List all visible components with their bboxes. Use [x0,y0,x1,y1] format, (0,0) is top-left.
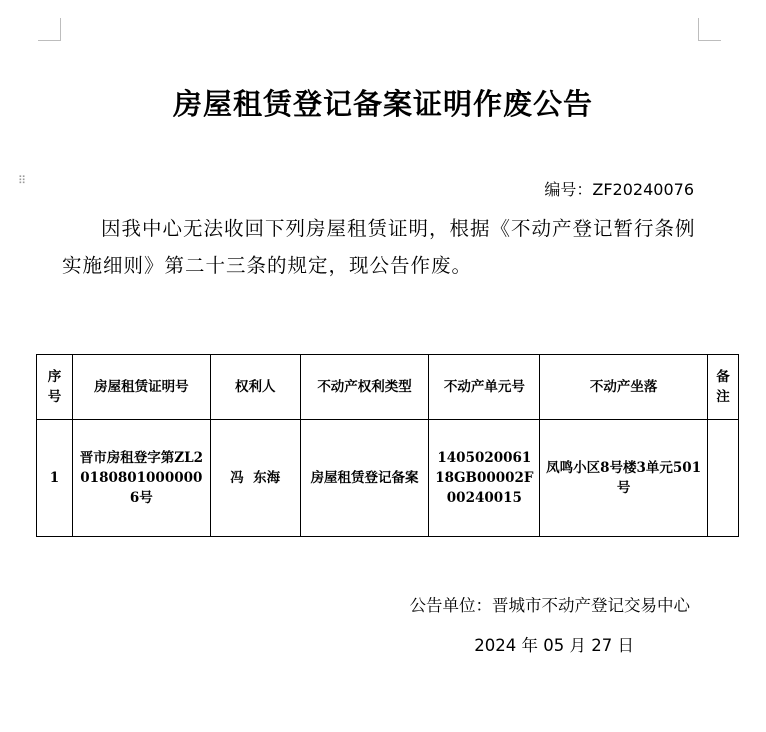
table-row [37,420,739,537]
document-title: 房屋租赁登记备案证明作废公告 [172,87,593,121]
header-location: 不动产坐落 [540,355,708,420]
cell-index: 1 [37,420,73,537]
cell-cert-no: 晋市房租登字第ZL201808010000006号 [72,420,210,537]
table-header-row [37,355,739,420]
page-corner-mark-top-left [38,18,61,41]
cell-owner: 冯 东海 [210,420,300,537]
serial-number: 编号：ZF20240076 [544,180,694,199]
header-owner: 权利人 [210,355,300,420]
record-table [36,354,739,537]
header-index: 序号 [37,355,73,420]
drag-handle-icon[interactable]: ⠿ [18,174,28,187]
body-paragraph: 因我中心无法收回下列房屋租赁证明，根据《不动产登记暂行条例实施细则》第二十三条的规定，现公告作废。 [62,217,696,277]
header-cert-no: 房屋租赁证明号 [72,355,210,420]
header-unit-no: 不动产单元号 [429,355,540,420]
cell-right-type: 房屋租赁登记备案 [300,420,429,537]
header-note: 备注 [707,355,738,420]
header-right-type: 不动产权利类型 [300,355,429,420]
page-corner-mark-top-right [698,18,721,41]
cell-note [707,420,738,537]
issue-date: 2024 年 05 月 27 日 [474,636,634,655]
issuer-line: 公告单位：晋城市不动产登记交易中心 [409,596,690,615]
cell-unit-no: 140502006118GB00002F00240015 [429,420,540,537]
cell-location: 凤鸣小区8号楼3单元501号 [540,420,708,537]
